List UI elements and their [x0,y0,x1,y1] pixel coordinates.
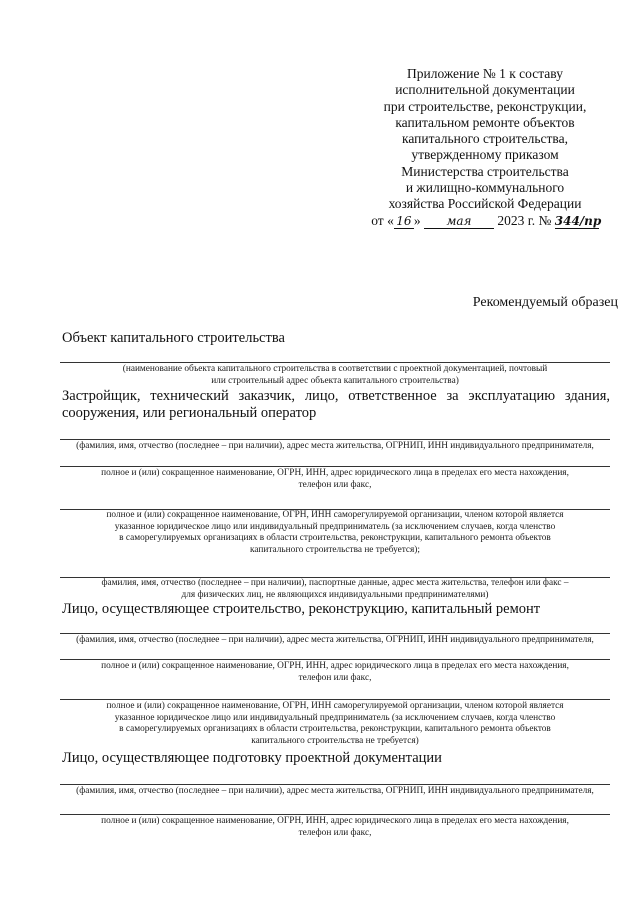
appendix-line: и жилищно-коммунального [405,180,565,196]
handwritten-month: мая [424,214,494,229]
fill-line [60,699,610,700]
fill-line [60,814,610,815]
appendix-header [360,66,610,229]
fill-line [60,439,610,440]
field-caption: полное и (или) сокращенное наименование, ОГРН, ИНН, адрес юридического лица в пределах его места нахождения, телефон или факс, [101,816,569,838]
appendix-line: утвержденному приказом [411,147,559,163]
fill-line [60,466,610,467]
handwritten-day: 16 [394,214,414,229]
appendix-line: Приложение № 1 к составу [407,66,563,81]
fill-line [60,362,610,363]
handwritten-order-number: 344/пр [554,213,602,228]
field-caption: (фамилия, имя, отчество (последнее – при наличии), адрес места жительства, ОГРНИП, ИНН индивидуального предпринимателя, [76,786,594,796]
field-caption: (наименование объекта капитального строительства в соответствии с проектной документацией, почтовый или строительный адрес объекта капитального строительства) [122,364,548,386]
fill-line [60,633,610,634]
order-date-line [360,213,610,229]
field-caption: полное и (или) сокращенное наименование, ОГРН, ИНН, адрес юридического лица в пределах его места нахождения, телефон или факс, [101,468,569,490]
field-caption: (фамилия, имя, отчество (последнее – при наличии), адрес места жительства, ОГРНИП, ИНН индивидуального предпринимателя, [76,441,594,451]
fill-line [60,659,610,660]
section-title-developer: Застройщик, технический заказчик, лицо, ответственное за эксплуатацию здания, сооружения, или региональный оператор [62,388,610,421]
fill-line [60,784,610,785]
appendix-line: Министерства строительства [401,163,569,179]
appendix-line: капитального строительства, [401,131,568,147]
field-caption: фамилия, имя, отчество (последнее – при наличии), паспортные данные, адрес места жительства, телефон или факс – для физических лиц, не являющихся индивидуальными предпринимателями) [101,578,569,600]
date-prefix: от « [371,212,394,228]
field-caption: полное и (или) сокращенное наименование, ОГРН, ИНН, адрес юридического лица в пределах его места нахождения, телефон или факс, [101,661,569,683]
appendix-line: при строительстве, реконструкции, [383,98,587,114]
recommended-sample-label: Рекомендуемый образец [472,295,618,310]
field-caption: (фамилия, имя, отчество (последнее – при наличии), адрес места жительства, ОГРНИП, ИНН индивидуального предпринимателя, [76,635,594,645]
appendix-line: хозяйства Российской Федерации [388,196,582,212]
field-caption: полное и (или) сокращенное наименование, ОГРН, ИНН саморегулируемой организации, членом которой является указанное юридическое лицо или индивидуальный предприниматель (за исключением случаев, когда членство в саморегулируемых организациях в области строительства, реконструкции, капитального ремонта объектов капитального строительства не требуется) [106,701,564,746]
field-caption: полное и (или) сокращенное наименование, ОГРН, ИНН саморегулируемой организации, членом которой является указанное юридическое лицо или индивидуальный предприниматель (за исключением случаев, когда членство в саморегулируемых организациях в области строительства, реконструкции, капитального ремонта объектов капитального строительства не требуется); [106,510,564,555]
appendix-line: капитальном ремонте объектов [395,114,575,130]
date-mid: » [413,212,421,228]
year-text: 2023 г. № [497,212,552,228]
section-title-object: Объект капитального строительства [62,330,285,346]
section-title-designer: Лицо, осуществляющее подготовку проектной документации [62,750,442,766]
appendix-line: исполнительной документации [395,82,575,98]
section-title-builder: Лицо, осуществляющее строительство, реконструкцию, капитальный ремонт [62,601,541,617]
